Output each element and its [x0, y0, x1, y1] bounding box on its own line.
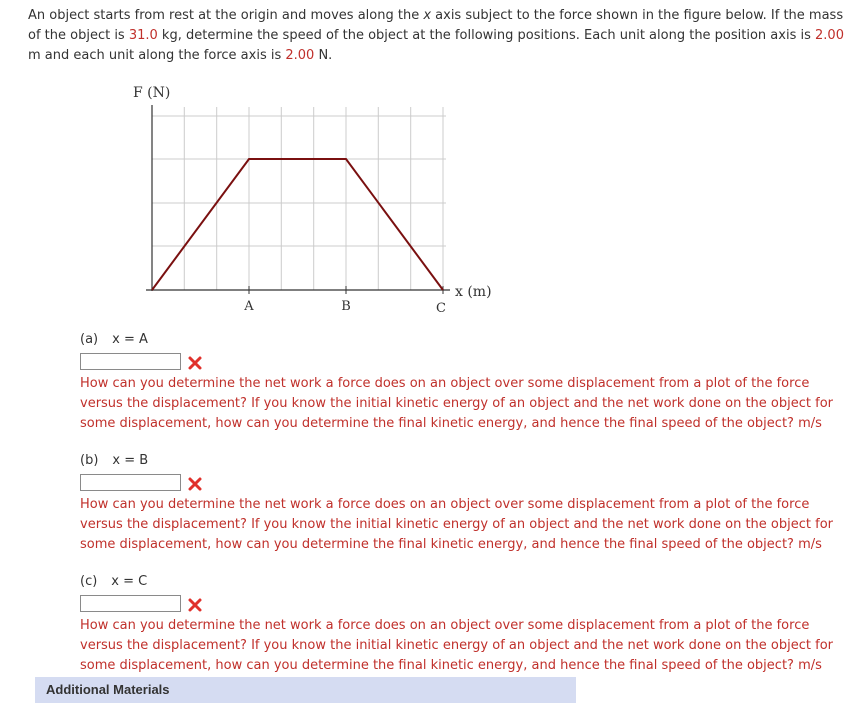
part-a-hint: How can you determine the net work a force does on an object over some displacement from a plot of the force versus the displacement? If you know the initial kinetic energy of an object and the net work done on the object for some displacement, how can you determine the final kinetic energy, and hence the final speed of the object? m/s [80, 376, 833, 431]
problem-line-3: m and each unit along the force axis is 2.00 N. [28, 48, 333, 63]
tick-label-b: B [341, 299, 351, 314]
tick-label-a: A [244, 299, 254, 314]
force-curve [152, 159, 443, 290]
x-axis-label: x (m) [455, 284, 492, 300]
part-c [80, 572, 850, 676]
part-b-hint: How can you determine the net work a force does on an object over some displacement from a plot of the force versus the displacement? If you know the initial kinetic energy of an object and the net work done on the object for some displacement, how can you determine the final kinetic energy, and hence the final speed of the object? m/s [80, 497, 833, 552]
problem-line-2: of the object is 31.0 kg, determine the speed of the object at the following positions. Each unit along the position axis is 2.00 [28, 28, 844, 43]
force-position-figure [0, 0, 850, 330]
additional-materials-header[interactable]: Additional Materials [35, 677, 576, 703]
position-unit-value: 2.00 [815, 28, 844, 43]
problem-line-1: An object starts from rest at the origin and moves along the x axis subject to the force shown in the figure below. If the mass [28, 8, 844, 23]
grid [152, 107, 446, 290]
incorrect-x-icon [187, 355, 203, 371]
force-unit-value: 2.00 [285, 48, 315, 63]
y-axis-label: F (N) [133, 85, 171, 101]
incorrect-x-icon [187, 597, 203, 613]
mass-value: 31.0 [128, 28, 158, 43]
incorrect-x-icon [187, 476, 203, 492]
part-c-hint: How can you determine the net work a force does on an object over some displacement from a plot of the force versus the displacement? If you know the initial kinetic energy of an object and the net work done on the object for some displacement, how can you determine the final kinetic energy, and hence the final speed of the object? m/s [80, 618, 833, 673]
tick-label-c: C [436, 301, 446, 316]
part-c-answer-input[interactable] [80, 595, 181, 612]
part-b-answer-input[interactable] [80, 474, 181, 491]
part-c-label: (c) x = C [80, 574, 148, 589]
part-a-answer-input[interactable] [80, 353, 181, 370]
force-graph [0, 0, 850, 330]
part-a [80, 330, 850, 434]
part-b-label: (b) x = B [80, 453, 149, 468]
part-a-label: (a) x = A [80, 332, 148, 347]
part-b [80, 451, 850, 555]
